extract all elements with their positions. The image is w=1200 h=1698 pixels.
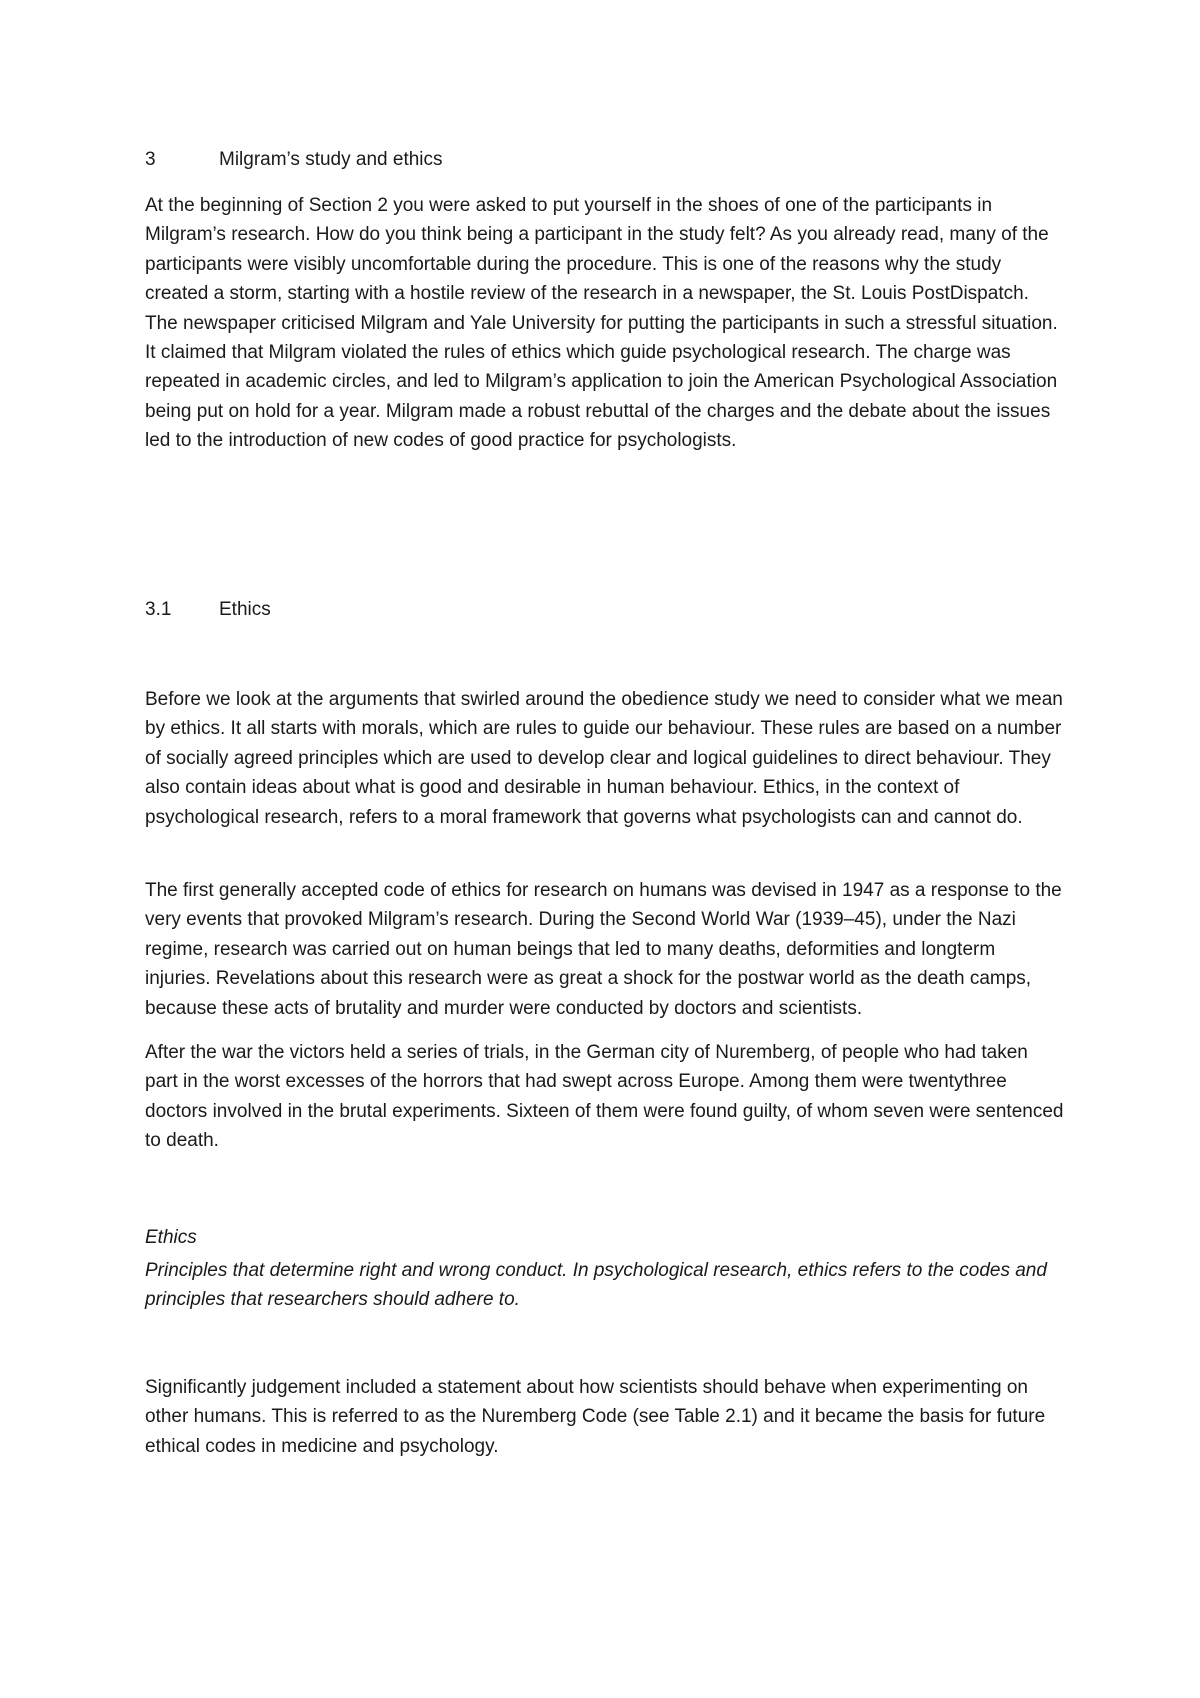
section-3-title: Milgram’s study and ethics [219, 149, 443, 170]
section-3-1-heading [145, 598, 271, 622]
section-3-number: 3 [145, 149, 156, 170]
section-3-1-number: 3.1 [145, 599, 172, 620]
section-3-paragraph: At the beginning of Section 2 you were asked to put yourself in the shoes of one of the participants in Milgram’s research. How do you think being a participant in the study felt? As you already read, many of the participants were visibly uncomfortable during the procedure. This is one of the reasons why the study created a storm, starting with a hostile review of the research in a newspaper, the St. Louis PostDispatch. The newspaper criticised Milgram and Yale University for putting the participants in such a stressful situation. It claimed that Milgram violated the rules of ethics which guide psychological research. The charge was repeated in academic circles, and led to Milgram’s application to join the American Psychological Association being put on hold for a year. Milgram made a robust rebuttal of the charges and the debate about the issues led to the introduction of new codes of good practice for psychologists. [145, 195, 1058, 452]
ethics-intro-paragraph: Before we look at the arguments that swirled around the obedience study we need to consider what we mean by ethics. It all starts with morals, which are rules to guide our behaviour. These rules are based on a number of socially agreed principles which are used to develop clear and logical guidelines to direct behaviour. They also contain ideas about what is good and desirable in human behaviour. Ethics, in the context of psychological research, refers to a moral framework that governs what psychologists can and cannot do. [145, 689, 1063, 828]
nuremberg-background-paragraph: The first generally accepted code of ethics for research on humans was devised in 1947 as a response to the very events that provoked Milgram’s research. During the Second World War (1939–45), under the Nazi regime, research was carried out on human beings that led to many deaths, deformities and longterm injuries. Revelations about this research were as great a shock for the postwar world as the death camps, because these acts of brutality and murder were conducted by doctors and scientists. [145, 880, 1062, 1019]
section-3-1-title: Ethics [219, 599, 271, 620]
definition-text: Principles that determine right and wrong conduct. In psychological research, ethics refers to the codes and principles that researchers should adhere to. [145, 1260, 1047, 1311]
closing-paragraph: Significantly judgement included a statement about how scientists should behave when experimenting on other humans. This is referred to as the Nuremberg Code (see Table 2.1) and it became the basis for future ethical codes in medicine and psychology. [145, 1377, 1046, 1457]
nuremberg-trials-paragraph: After the war the victors held a series of trials, in the German city of Nuremberg, of people who had taken part in the worst excesses of the horrors that had swept across Europe. Among them were twentythree doctors involved in the brutal experiments. Sixteen of them were found guilty, of whom seven were sentenced to death. [145, 1042, 1064, 1152]
definition-term: Ethics [145, 1227, 197, 1248]
section-3-heading [145, 148, 443, 172]
